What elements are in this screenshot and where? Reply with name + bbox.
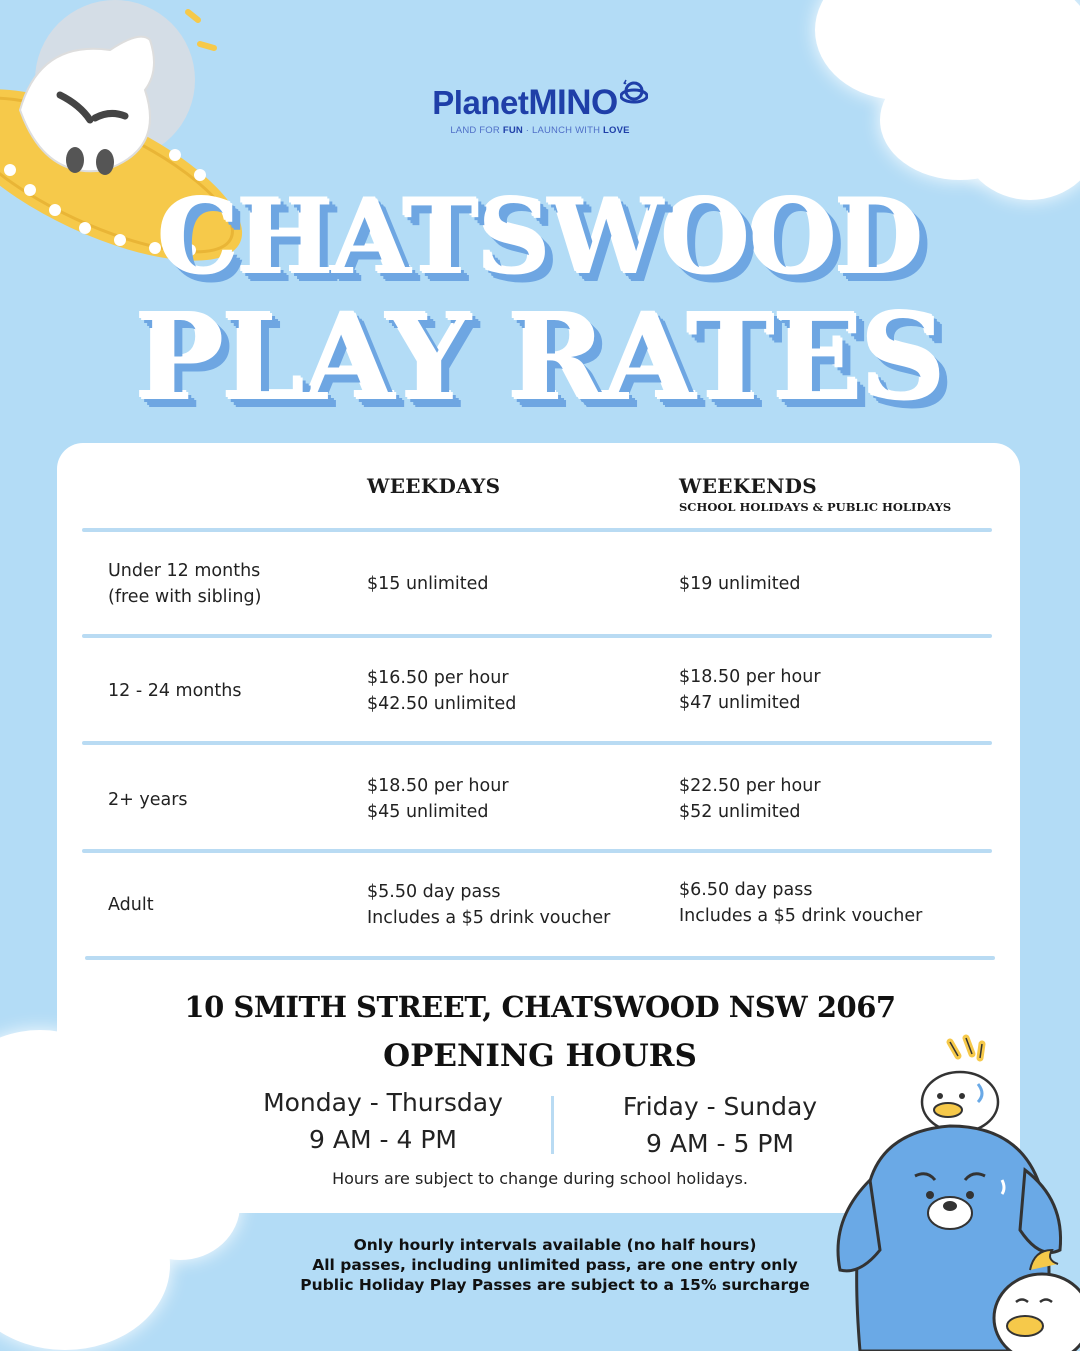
weekend-price: $6.50 day pass Includes a $5 drink voucher [679,880,923,926]
age-label: 12 - 24 months [108,681,242,701]
footer-line: Public Holiday Play Passes are subject to a 15% surcharge [300,1276,810,1294]
age-sublabel: (free with sibling) [108,587,262,607]
headline-line2: PLAY RATES [135,288,945,427]
table-rule [82,849,992,853]
weekday-price: $18.50 per hour $45 unlimited [367,776,509,822]
weekday-price: $15 unlimited [367,574,489,594]
headline-line1: CHATSWOOD [158,178,922,298]
blue-dog-mascot-icon [830,1030,1080,1351]
table-rule [82,528,992,532]
weekend-price: $18.50 per hour $47 unlimited [679,667,821,713]
weekday-days: Monday - Thursday [263,1088,503,1117]
col-header-weekends: WEEKENDS [679,474,818,498]
col-header-weekends-sub: SCHOOL HOLIDAYS & PUBLIC HOLIDAYS [679,500,952,514]
col-header-weekdays: WEEKDAYS [367,474,501,498]
age-label: 2+ years [108,790,188,810]
weekend-price: $22.50 per hour $52 unlimited [679,776,821,822]
hours-divider [551,1096,554,1154]
weekday-time: 9 AM - 4 PM [309,1125,457,1154]
hours-note: Hours are subject to change during school holidays. [332,1169,748,1188]
weekday-hours [252,1084,514,1158]
col-header-weekends-group [679,474,951,514]
footer-line: All passes, including unlimited pass, are one entry only [312,1256,798,1274]
table-rule [85,956,995,960]
weekend-hours [600,1088,840,1162]
weekend-days: Friday - Sunday [622,1092,818,1121]
footer-line: Only hourly intervals available (no half hours) [353,1236,757,1254]
rocket-icon [620,78,648,108]
table-row [108,892,154,918]
weekday-price: $16.50 per hour $42.50 unlimited [367,668,517,714]
table-rule [82,741,992,745]
weekend-time: 9 AM - 5 PM [646,1129,794,1158]
weekend-price: $19 unlimited [679,574,801,594]
table-row [108,787,188,813]
brand-logo [0,78,1080,136]
age-label: Adult [108,895,154,915]
weekday-price: $5.50 day pass Includes a $5 drink voucher [367,882,611,928]
brand-name: PlanetMINO [0,78,1080,123]
table-rule [82,634,992,638]
table-row [108,558,261,610]
address: 10 SMITH STREET, CHATSWOOD NSW 2067 [184,990,896,1024]
age-label: Under 12 months [108,561,261,581]
hours-title: OPENING HOURS [383,1038,697,1074]
brand-tagline: LAND FOR FUN · LAUNCH WITH LOVE [450,125,630,136]
table-row [108,678,241,704]
